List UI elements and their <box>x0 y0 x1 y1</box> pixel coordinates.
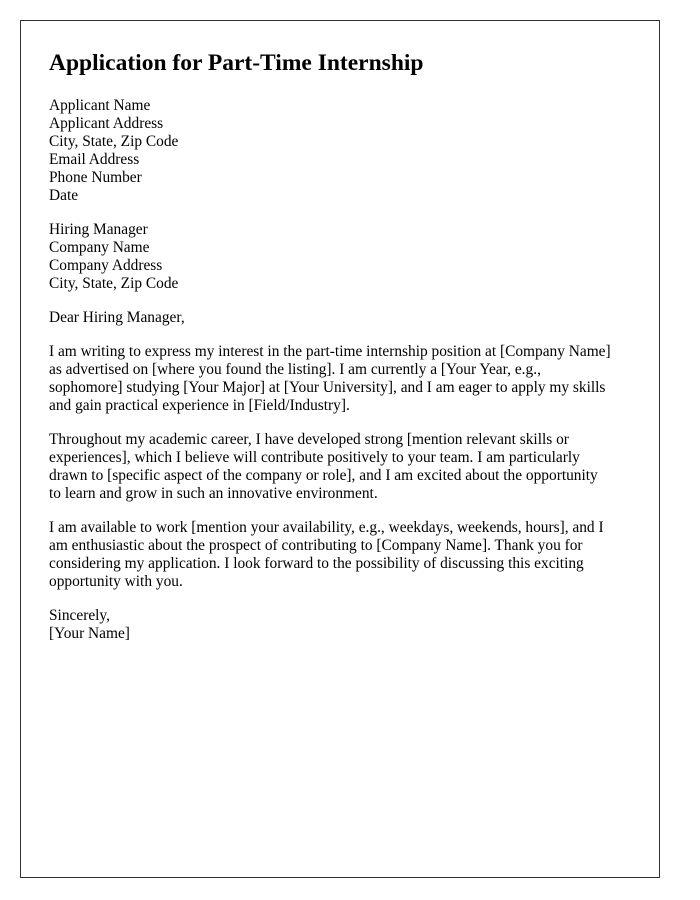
paragraph-line: drawn to [specific aspect of the company or role], and I am excited about the opportunity <box>49 467 598 484</box>
recipient-city-state-zip: City, State, Zip Code <box>49 275 179 292</box>
paragraph-line: I am writing to express my interest in the part-time internship position at [Company Name] <box>49 343 611 360</box>
paragraph-line: as advertised on [where you found the listing]. I am currently a [Your Year, e.g., <box>49 361 541 378</box>
paragraph-line: opportunity with you. <box>49 573 183 590</box>
recipient-company: Company Name <box>49 239 150 256</box>
letter-date: Date <box>49 187 79 204</box>
body-paragraph-2 <box>49 431 639 503</box>
body-paragraph-3 <box>49 519 639 591</box>
letter-content <box>49 49 639 659</box>
salutation: Dear Hiring Manager, <box>49 309 185 326</box>
closing: Sincerely, <box>49 607 110 624</box>
sender-address: Applicant Address <box>49 115 164 132</box>
paragraph-line: and gain practical experience in [Field/Industry]. <box>49 397 350 414</box>
paragraph-line: I am available to work [mention your availability, e.g., weekdays, weekends, hours], and I <box>49 519 604 536</box>
letter-title: Application for Part-Time Internship <box>49 50 424 76</box>
body-paragraph-1 <box>49 343 639 415</box>
closing-block <box>49 607 639 643</box>
paragraph-line: to learn and grow in such an innovative environment. <box>49 485 378 502</box>
recipient-address: Company Address <box>49 257 163 274</box>
letter-page <box>20 20 660 878</box>
sender-phone: Phone Number <box>49 169 142 186</box>
paragraph-line: sophomore] studying [Your Major] at [Your University], and I am eager to apply my skills <box>49 379 606 396</box>
recipient-title: Hiring Manager <box>49 221 148 238</box>
signature: [Your Name] <box>49 625 130 642</box>
sender-city-state-zip: City, State, Zip Code <box>49 133 179 150</box>
sender-name: Applicant Name <box>49 97 151 114</box>
sender-email: Email Address <box>49 151 140 168</box>
paragraph-line: am enthusiastic about the prospect of contributing to [Company Name]. Thank you for <box>49 537 583 554</box>
paragraph-line: considering my application. I look forward to the possibility of discussing this exciting <box>49 555 584 572</box>
recipient-block <box>49 221 639 293</box>
paragraph-line: Throughout my academic career, I have developed strong [mention relevant skills or <box>49 431 569 448</box>
paragraph-line: experiences], which I believe will contribute positively to your team. I am particularly <box>49 449 580 466</box>
sender-block <box>49 97 639 205</box>
